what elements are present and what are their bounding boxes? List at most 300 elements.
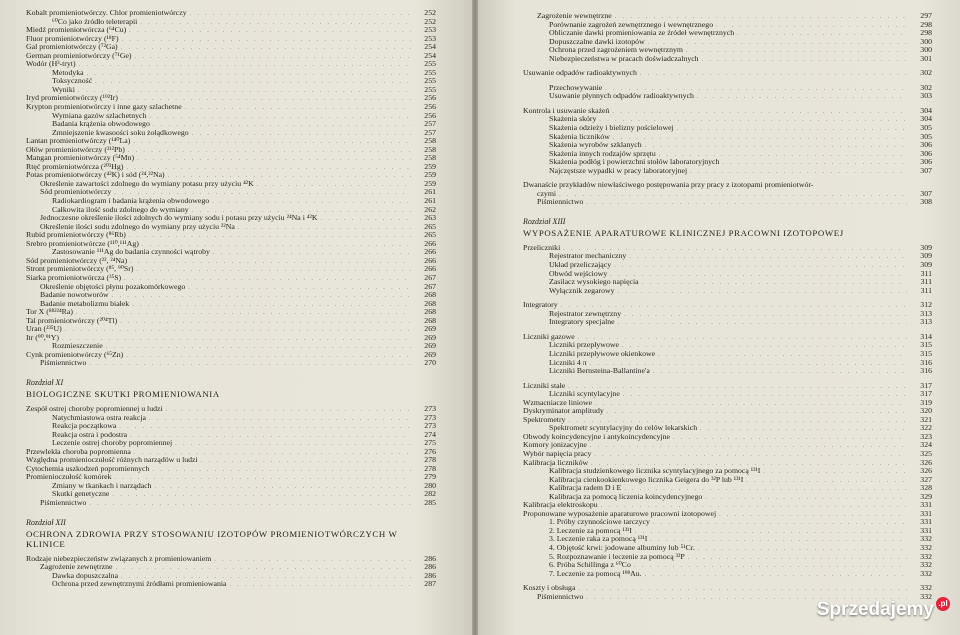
toc-page-number: 302 xyxy=(920,69,932,78)
toc-page-number: 307 xyxy=(920,189,932,198)
toc-entry-title: Kontrola i usuwanie skażeń xyxy=(523,106,610,115)
toc-entry-title: Rejestrator zewnętrzny xyxy=(549,309,622,318)
toc-entry xyxy=(523,561,932,570)
toc-entry xyxy=(26,291,436,300)
toc-entry xyxy=(26,206,436,215)
toc-page-number: 331 xyxy=(920,518,932,527)
toc-leader-dots xyxy=(640,70,907,78)
toc-page-number: 326 xyxy=(920,467,932,476)
toc-leader-dots xyxy=(737,30,907,38)
toc-leader-dots xyxy=(137,155,411,163)
toc-entry xyxy=(26,482,436,491)
toc-entry-title: Usuwanie odpadów radioaktywnych xyxy=(523,69,637,78)
toc-entry-title: Komory jonizacyjne xyxy=(523,441,587,450)
toc-entry-title: Obliczanie dawki promieniowania ze źródeł wewnętrznych xyxy=(549,29,735,38)
toc-leader-dots xyxy=(634,562,907,570)
toc-leader-dots xyxy=(561,302,907,310)
toc-leader-dots xyxy=(149,415,411,423)
toc-leader-dots xyxy=(618,319,907,327)
toc-entry-title: Dwanaście przykładów niewłaściwego postępowania przy pracy z izotopami promieniotwór- xyxy=(523,181,814,190)
toc-entry-title: Jednoczesne określenie ilości zdolnych do wymiany sodu i potasu przy użyciu ²⁴Na i ⁴²K xyxy=(40,214,318,223)
toc-entry-title: Obwód wejściowy xyxy=(549,269,608,278)
toc-entry-title: Siarka promieniotwórcza (³⁵S) xyxy=(26,273,122,282)
toc-entry-title: Rubid promieniotwórczy (⁸⁶Rb) xyxy=(26,231,126,240)
toc-entry-title: Wyłącznik zegarowy xyxy=(549,286,615,295)
toc-page-number: 331 xyxy=(920,501,932,510)
toc-leader-dots xyxy=(605,85,907,93)
toc-entry-title: Przewlekła choroba popromienna xyxy=(26,447,131,456)
toc-entry-title: Fluor promieniotwórczy (¹⁸F) xyxy=(26,34,119,43)
toc-entry-title: 5. Rozpoznawanie i leczenie za pomocą ³²P xyxy=(549,552,685,561)
toc-leader-dots xyxy=(697,93,907,101)
toc-page-number: 265 xyxy=(424,231,436,240)
toc-entry xyxy=(26,60,436,69)
toc-leader-dots xyxy=(615,13,907,21)
toc-page-number: 329 xyxy=(920,492,932,501)
toc-leader-dots xyxy=(648,39,907,47)
toc-entry-title: Skażenia podłóg i powierzchni stołów laboratoryjnych xyxy=(549,158,720,167)
toc-page-number: 286 xyxy=(424,554,436,563)
toc-entry-title: Koszty i obsługa xyxy=(523,584,576,593)
toc-entry-title: Radiokardiogram i badania krążenia obwodowego xyxy=(52,197,210,206)
toc-page-number: 326 xyxy=(920,458,932,467)
toc-page-number: 305 xyxy=(920,132,932,141)
toc-entry xyxy=(523,382,932,391)
toc-page-number: 332 xyxy=(920,535,932,544)
toc-page-number: 268 xyxy=(424,308,436,317)
toc-entry xyxy=(26,86,436,95)
toc-page-number: 255 xyxy=(424,68,436,77)
toc-entry-title: Skażenia innych rodzajów sprzętu xyxy=(549,149,656,158)
toc-page-number: 300 xyxy=(920,37,932,46)
toc-leader-dots xyxy=(175,440,411,448)
toc-page-number: 308 xyxy=(920,198,932,207)
toc-entry xyxy=(26,456,436,465)
toc-leader-dots xyxy=(698,545,907,553)
toc-leader-dots xyxy=(688,554,907,562)
toc-page-number: 313 xyxy=(920,309,932,318)
toc-entry xyxy=(26,563,436,572)
toc-entry xyxy=(523,527,932,536)
toc-entry-title: Liczniki gazowe xyxy=(523,332,575,341)
toc-entry-title: Stront promieniotwórczy (⁸⁵, ⁹⁰Sr) xyxy=(26,265,134,274)
toc-entry xyxy=(26,351,436,360)
toc-page-number: 297 xyxy=(920,12,932,20)
toc-entry xyxy=(523,441,932,450)
toc-leader-dots xyxy=(122,36,411,44)
toc-leader-dots xyxy=(140,19,411,27)
toc-entry xyxy=(523,133,932,142)
toc-leader-dots xyxy=(126,164,411,172)
toc-leader-dots xyxy=(629,253,907,261)
toc-entry-title: Badanie metabolizmu białek xyxy=(40,299,130,308)
toc-entry xyxy=(26,490,436,499)
toc-leader-dots xyxy=(126,352,411,360)
toc-leader-dots xyxy=(89,360,411,368)
toc-entry xyxy=(523,92,932,101)
toc-entry-title: Itr (⁹⁰,⁹¹Y) xyxy=(26,333,59,342)
toc-page-number: 273 xyxy=(424,422,436,431)
toc-entry-title: Skażenia skóry xyxy=(549,115,597,124)
toc-entry xyxy=(523,501,932,510)
toc-entry xyxy=(523,150,932,159)
toc-leader-dots xyxy=(645,142,907,150)
toc-entry xyxy=(523,46,932,55)
toc-leader-dots xyxy=(114,189,411,197)
toc-leader-dots xyxy=(119,423,411,431)
toc-entry xyxy=(26,18,436,27)
toc-page-number: 280 xyxy=(424,481,436,490)
toc-leader-dots xyxy=(321,215,411,223)
toc-entry xyxy=(523,459,932,468)
toc-page-number: 268 xyxy=(424,291,436,300)
toc-leader-dots xyxy=(238,224,411,232)
toc-page-number: 314 xyxy=(920,332,932,341)
toc-entry-title: Określenie ilości sodu zdolnego do wymiany przy użyciu ²²Na xyxy=(40,222,235,231)
toc-leader-dots xyxy=(168,172,411,180)
toc-entry-title: Rejestrator mechaniczny xyxy=(549,252,627,261)
toc-page-number: 259 xyxy=(424,179,436,188)
toc-leader-dots xyxy=(677,125,907,133)
toc-entry xyxy=(523,12,932,21)
toc-entry-title: Zagrożenie wewnętrzne xyxy=(537,12,612,20)
toc-entry-title: Względna promienioczułość różnych narządów u ludzi xyxy=(26,456,198,465)
toc-leader-dots xyxy=(62,335,411,343)
toc-leader-dots xyxy=(612,108,907,116)
toc-entry xyxy=(26,274,436,283)
toc-page-number: 332 xyxy=(920,592,932,601)
toc-page-number: 252 xyxy=(424,17,436,26)
toc-entry xyxy=(26,334,436,343)
toc-page-number: 261 xyxy=(424,188,436,197)
toc-entry xyxy=(26,129,436,138)
toc-entry xyxy=(523,476,932,485)
toc-page-number: 279 xyxy=(424,473,436,482)
toc-entry xyxy=(26,431,436,440)
toc-leader-dots xyxy=(559,191,907,199)
toc-entry-title: Sód promieniotwórczy xyxy=(40,188,112,197)
toc-entry-title: Przechowywanie xyxy=(549,83,603,92)
toc-page-number: 261 xyxy=(424,197,436,206)
toc-leader-dots xyxy=(568,417,907,425)
toc-entry-title: Skażenia odzieży i bielizny pościelowej xyxy=(549,124,674,133)
toc-page-number: 298 xyxy=(920,20,932,29)
toc-page-number: 263 xyxy=(424,214,436,223)
toc-leader-dots xyxy=(610,271,907,279)
toc-leader-dots xyxy=(142,241,411,249)
toc-leader-dots xyxy=(722,159,907,167)
toc-leader-dots xyxy=(112,292,411,300)
left-page xyxy=(0,0,472,635)
toc-page-number: 332 xyxy=(920,569,932,578)
toc-entry xyxy=(26,257,436,266)
toc-list-chapter-xii xyxy=(26,555,436,589)
toc-leader-dots xyxy=(618,288,907,296)
toc-leader-dots xyxy=(642,279,907,287)
toc-entry-title: Reakcja ostra i podostra xyxy=(52,430,128,439)
toc-leader-dots xyxy=(563,245,907,253)
toc-entry-title: Kalibracja cienkookienkowego licznika Geigera do ³²P lub ¹³¹I xyxy=(549,475,744,484)
toc-entry xyxy=(523,341,932,350)
toc-page-number: 266 xyxy=(424,265,436,274)
toc-leader-dots xyxy=(149,113,411,121)
toc-leader-dots xyxy=(590,442,907,450)
toc-entry xyxy=(26,214,436,223)
toc-page-number: 301 xyxy=(920,54,932,63)
toc-entry-title: Potas promieniotwórczy (⁴²K) i sód (²⁴,²²Na) xyxy=(26,171,165,180)
toc-leader-dots xyxy=(128,147,411,155)
toc-page-number: 320 xyxy=(920,407,932,416)
toc-entry-title: Liczniki scyntylacyjne xyxy=(549,390,620,399)
toc-leader-dots xyxy=(650,536,907,544)
toc-page-number: 309 xyxy=(920,243,932,252)
toc-entry-title: Cytochemia uszkodzeń popromiennych xyxy=(26,464,150,473)
toc-entry xyxy=(523,141,932,150)
toc-leader-dots xyxy=(594,451,907,459)
toc-entry xyxy=(523,318,932,327)
toc-leader-dots xyxy=(212,198,411,206)
toc-entry-title: 4. Objętość krwi: jodowane albuminy lub ⁵¹Cr. xyxy=(549,543,695,552)
toc-entry xyxy=(26,300,436,309)
toc-page-number: 269 xyxy=(424,333,436,342)
toc-leader-dots xyxy=(635,528,907,536)
toc-page-number: 268 xyxy=(424,316,436,325)
toc-entry-title: Reakcja początkowa xyxy=(52,422,117,431)
toc-page-number: 273 xyxy=(424,404,436,413)
toc-leader-dots xyxy=(595,400,907,408)
toc-entry-title: Piśmiennictwo xyxy=(537,198,584,207)
toc-entry-title: Wzmacniacze liniowe xyxy=(523,398,593,407)
toc-entry xyxy=(523,424,932,433)
toc-page-number: 254 xyxy=(424,51,436,60)
toc-page-number: 331 xyxy=(920,526,932,535)
toc-page-number: 298 xyxy=(920,29,932,38)
toc-entry xyxy=(26,265,436,274)
toc-list-left-top xyxy=(26,9,436,368)
toc-leader-dots xyxy=(690,168,907,176)
toc-page-number: 276 xyxy=(424,447,436,456)
toc-page-number: 285 xyxy=(424,498,436,507)
toc-page-number: 262 xyxy=(424,205,436,214)
toc-leader-dots xyxy=(135,53,411,61)
toc-entry xyxy=(523,38,932,47)
toc-page-number: 302 xyxy=(920,83,932,92)
toc-page-number: 316 xyxy=(920,367,932,376)
toc-page-number: 309 xyxy=(920,261,932,270)
toc-entry xyxy=(26,137,436,146)
toc-entry-title: Porównanie zagrożeń zewnętrznego i wewnętrznego xyxy=(549,20,714,29)
toc-page-number: 255 xyxy=(424,77,436,86)
toc-leader-dots xyxy=(121,573,411,581)
toc-leader-dots xyxy=(87,70,411,78)
toc-page-number: 267 xyxy=(424,273,436,282)
toc-page-number: 312 xyxy=(920,301,932,310)
toc-entry-title: Dawka dopuszczalna xyxy=(52,571,119,580)
toc-entry xyxy=(523,190,932,199)
toc-entry-title: Zasilacz wysokiego napięcia xyxy=(549,278,639,287)
toc-entry xyxy=(523,115,932,124)
toc-entry-title: Piśmiennictwo xyxy=(537,592,584,601)
left-toc xyxy=(0,9,472,589)
toc-leader-dots xyxy=(185,104,411,112)
toc-entry xyxy=(26,26,436,35)
toc-page-number: 322 xyxy=(920,424,932,433)
toc-entry xyxy=(26,473,436,482)
toc-leader-dots xyxy=(624,311,907,319)
toc-leader-dots xyxy=(132,301,411,309)
toc-entry xyxy=(523,399,932,408)
toc-leader-dots xyxy=(134,449,411,457)
toc-entry-title: Określenie objętości płynu pozakomórkowego xyxy=(40,282,186,291)
toc-leader-dots xyxy=(719,511,907,519)
toc-leader-dots xyxy=(89,500,411,508)
toc-entry-title: Tal promieniotwórczy (²⁰⁴Tl) xyxy=(26,316,118,325)
toc-leader-dots xyxy=(613,134,907,142)
toc-page-number: 270 xyxy=(424,359,436,368)
toc-entry-title: Skażenia liczników xyxy=(549,132,610,141)
toc-leader-dots xyxy=(192,130,411,138)
toc-entry-title: Przeliczniki xyxy=(523,243,561,252)
toc-entry xyxy=(523,310,932,319)
toc-leader-dots xyxy=(590,360,907,368)
toc-leader-dots xyxy=(166,406,411,414)
toc-entry xyxy=(523,261,932,270)
toc-entry xyxy=(523,416,932,425)
toc-entry xyxy=(26,43,436,52)
toc-leader-dots xyxy=(136,266,411,274)
toc-page-number: 278 xyxy=(424,456,436,465)
toc-leader-dots xyxy=(623,391,907,399)
toc-entry-title: Tor X (⁸⁸²²⁴Ra) xyxy=(26,308,73,317)
toc-entry-title: Badanie nowotworów xyxy=(40,291,109,300)
toc-page-number: 259 xyxy=(424,171,436,180)
toc-page-number: 269 xyxy=(424,350,436,359)
toc-entry-title: Dopuszczalne dawki izotopów xyxy=(549,37,645,46)
right-page xyxy=(478,0,960,635)
toc-page-number: 306 xyxy=(920,141,932,150)
toc-entry-title: Skażenia wyrobów szklanych xyxy=(549,141,642,150)
toc-page-number: 266 xyxy=(424,256,436,265)
toc-entry xyxy=(523,333,932,342)
toc-leader-dots xyxy=(95,78,411,86)
toc-leader-dots xyxy=(116,564,411,572)
toc-entry xyxy=(523,535,932,544)
watermark-logo xyxy=(817,597,950,623)
chapter-xi-label: Rozdział XI xyxy=(26,377,64,387)
toc-entry-title: Metodyka xyxy=(52,68,84,77)
toc-entry xyxy=(26,197,436,206)
toc-page-number: 253 xyxy=(424,26,436,35)
toc-leader-dots xyxy=(213,249,411,257)
toc-page-number: 332 xyxy=(920,552,932,561)
toc-leader-dots xyxy=(591,460,907,468)
toc-page-number: 269 xyxy=(424,325,436,334)
toc-entry xyxy=(523,584,932,593)
toc-entry xyxy=(26,325,436,334)
toc-page-number: 306 xyxy=(920,149,932,158)
toc-entry xyxy=(26,359,436,368)
toc-entry xyxy=(26,414,436,423)
toc-entry-title: Niebezpieczeństwa w pracach doświadczalnych xyxy=(549,54,699,63)
toc-entry xyxy=(523,124,932,133)
toc-entry xyxy=(523,359,932,368)
toc-leader-dots xyxy=(716,22,907,30)
toc-page-number: 315 xyxy=(920,341,932,350)
toc-entry xyxy=(523,467,932,476)
toc-entry xyxy=(26,103,436,112)
toc-leader-dots xyxy=(763,468,907,476)
toc-page-number: 305 xyxy=(920,124,932,133)
toc-page-number: 300 xyxy=(920,46,932,55)
right-toc xyxy=(478,12,960,601)
toc-entry-title: Liczniki Bernsteina-Ballantine'a xyxy=(549,367,650,376)
toc-entry xyxy=(523,198,932,207)
toc-page-number: 323 xyxy=(920,432,932,441)
toc-entry xyxy=(523,270,932,279)
toc-leader-dots xyxy=(568,383,907,391)
toc-entry-title: ⁶⁰Co jako źródło teleterapii xyxy=(52,17,138,26)
toc-entry xyxy=(26,94,436,103)
toc-entry xyxy=(26,120,436,129)
toc-leader-dots xyxy=(153,121,411,129)
toc-leader-dots xyxy=(578,585,907,593)
toc-entry-title: Liczniki 4 π xyxy=(549,358,587,367)
toc-entry-title: German promieniotwórczy (⁷¹Ge) xyxy=(26,51,132,60)
toc-entry xyxy=(26,248,436,257)
toc-entry xyxy=(523,553,932,562)
toc-leader-dots xyxy=(578,334,907,342)
toc-leader-dots xyxy=(155,483,411,491)
toc-entry xyxy=(523,29,932,38)
toc-leader-dots xyxy=(78,87,411,95)
toc-page-number: 309 xyxy=(920,252,932,261)
toc-page-number: 267 xyxy=(424,282,436,291)
toc-entry xyxy=(26,163,436,172)
toc-entry xyxy=(523,450,932,459)
toc-leader-dots xyxy=(659,151,907,159)
toc-entry xyxy=(26,580,436,589)
toc-entry-title: Liczniki stałe xyxy=(523,381,566,390)
toc-page-number: 268 xyxy=(424,299,436,308)
toc-leader-dots xyxy=(121,95,411,103)
toc-entry-title: Obwody koincydencyjne i antykoincydencyjne xyxy=(523,432,671,441)
toc-entry-title: Uran (²³⁵U) xyxy=(26,325,62,334)
toc-entry xyxy=(523,350,932,359)
toc-page-number: 332 xyxy=(920,561,932,570)
toc-entry xyxy=(26,188,436,197)
toc-entry-title: Wybór napięcia pracy xyxy=(523,449,592,458)
toc-leader-dots xyxy=(130,432,411,440)
toc-entry-title: Usuwanie płynnych odpadów radioaktywnych xyxy=(549,92,694,101)
toc-leader-dots xyxy=(133,138,411,146)
toc-entry xyxy=(523,367,932,376)
toc-page-number: 325 xyxy=(920,449,932,458)
toc-page-number: 317 xyxy=(920,381,932,390)
toc-page-number: 266 xyxy=(424,248,436,257)
toc-entry-title: Proponowane wyposażenie aparaturowe pracowni izotopowej xyxy=(523,509,717,518)
toc-entry-title: Lantan promieniotwórczy (¹⁴⁰La) xyxy=(26,137,131,146)
toc-leader-dots xyxy=(702,56,907,64)
toc-list-chapter-xi xyxy=(26,405,436,508)
chapter-xii-title: OCHRONA ZDROWIA PRZY STOSOWANIU IZOTOPÓW PROMIENIOTWÓRCZYCH W KLINICE xyxy=(26,528,398,549)
toc-leader-dots xyxy=(586,199,907,207)
toc-entry xyxy=(26,69,436,78)
toc-entry-title: Zmniejszenie kwasoości soku żołądkowego xyxy=(52,128,189,137)
toc-leader-dots xyxy=(190,10,411,18)
toc-page-number: 328 xyxy=(920,484,932,493)
toc-page-number: 316 xyxy=(920,358,932,367)
toc-entry xyxy=(523,390,932,399)
